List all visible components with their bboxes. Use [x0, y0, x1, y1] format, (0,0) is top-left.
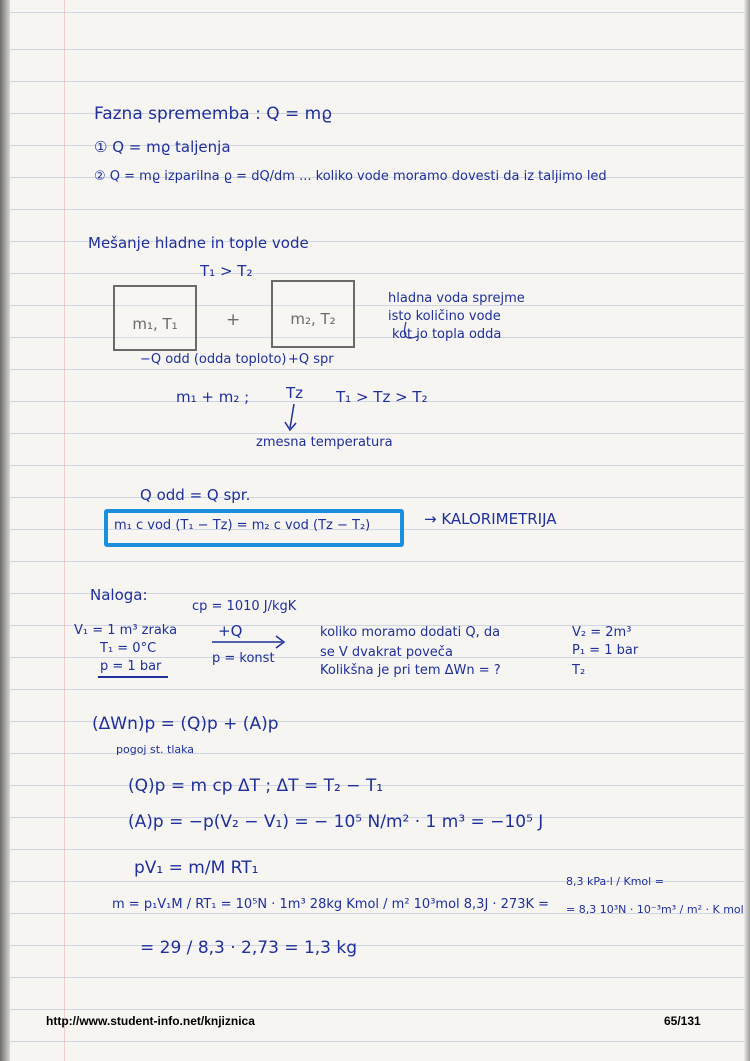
page-number: 65/131	[664, 1014, 701, 1028]
task-title: Naloga:	[90, 586, 148, 604]
gas-constant-1: 8,3 kPa·l / Kmol =	[566, 875, 664, 888]
task-question-1: koliko moramo dodati Q, da	[320, 625, 501, 640]
pressure: p = 1 bar	[100, 659, 162, 674]
final-temperature: T₂	[572, 663, 586, 678]
heat-absorbed: +Q spr	[288, 352, 334, 367]
item-melting: ① Q = mϱ taljenja	[94, 138, 231, 156]
mixing-title: Mešanje hladne in tople vode	[88, 234, 309, 252]
final-volume: V₂ = 2m³	[572, 625, 632, 640]
gas-constant-2: = 8,3 10³N · 10⁻³m³ / m² · K mol	[566, 903, 744, 916]
initial-temperature: T₁ = 0°C	[100, 641, 157, 656]
container-hot-label: m₁, T₁	[132, 315, 178, 333]
heat-balance: Q odd = Q spr.	[140, 486, 251, 504]
heat-released: −Q odd (odda toploto)	[140, 352, 287, 367]
pressure-p1: P₁ = 1 bar	[572, 643, 639, 658]
specific-heat: cp = 1010 J/kgK	[192, 599, 297, 614]
side-note-line-3: kot jo topla odda	[392, 327, 502, 342]
item-evaporation: ② Q = mϱ izparilna ϱ = dQ/dm ... koliko vode moramo dovesti da iz taljimo led	[94, 169, 607, 184]
heat-equation: (Q)p = m cp ΔT ; ΔT = T₂ − T₁	[128, 776, 384, 796]
plus-sign: +	[226, 310, 241, 330]
added-heat: +Q	[218, 622, 243, 640]
calorimetric-equation: m₁ c vod (T₁ − Tz) = m₂ c vod (Tz − T₂)	[114, 518, 371, 533]
heading-phase-change: Fazna sprememba : Q = mϱ	[94, 104, 332, 124]
task-question-3: Kolikšna je pri tem ΔWn = ?	[320, 663, 501, 678]
mix-temperature-symbol: Tz	[286, 384, 304, 402]
mass-sum: m₁ + m₂ ;	[176, 388, 250, 406]
temperature-order: T₁ > Tz > T₂	[336, 388, 428, 406]
footer-url[interactable]: http://www.student-info.net/knjiznica	[46, 1014, 255, 1028]
temperature-relation: T₁ > T₂	[200, 262, 253, 280]
mix-temperature-label: zmesna temperatura	[256, 435, 393, 450]
mass-equation: m = p₁V₁M / RT₁ = 10⁵N · 1m³ 28kg Kmol / m² 10³mol 8,3J · 273K =	[112, 897, 550, 912]
constant-pressure: p = konst	[212, 651, 275, 666]
initial-volume: V₁ = 1 m³ zraka	[74, 623, 178, 638]
calorimetry-label: → KALORIMETRIJA	[424, 510, 557, 528]
mass-result: = 29 / 8,3 · 2,73 = 1,3 kg	[140, 938, 358, 958]
side-note-line-1: hladna voda sprejme	[388, 291, 525, 306]
container-cold-label: m₂, T₂	[290, 310, 336, 328]
task-question-2: se V dvakrat poveča	[320, 645, 453, 660]
energy-equation: (ΔWn)p = (Q)p + (A)p	[92, 714, 279, 734]
work-equation: (A)p = −p(V₂ − V₁) = − 10⁵ N/m² · 1 m³ = −10⁵ J	[128, 812, 544, 832]
constant-pressure-note: pogoj st. tlaka	[116, 743, 195, 756]
side-note-line-2: isto količino vode	[388, 309, 501, 324]
ideal-gas-equation: pV₁ = m/M RT₁	[134, 858, 259, 878]
